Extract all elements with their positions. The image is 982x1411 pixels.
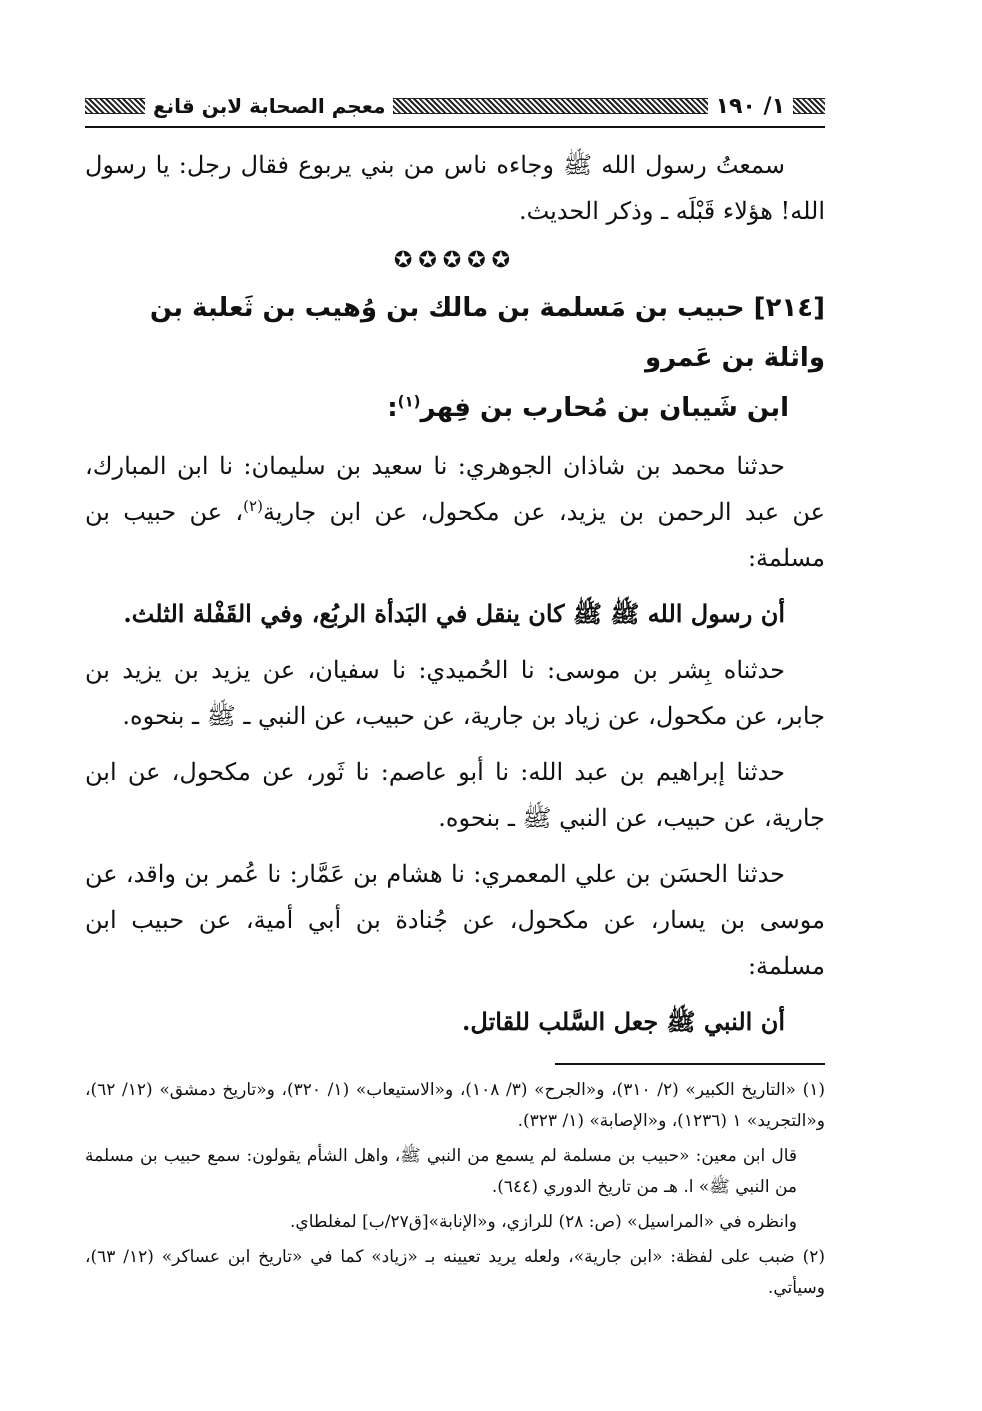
entry-heading-line2-wrap	[85, 383, 825, 433]
entry-heading	[85, 283, 825, 433]
book-page	[85, 90, 825, 1304]
footnote-separator	[555, 1063, 825, 1065]
entry-heading-line1: [٢١٤] حبيب بن مَسلمة بن مالك بن وُهيب بن ثَعلبة بن واثلة بن عَمرو	[149, 293, 825, 373]
header-ornament-middle	[393, 98, 707, 114]
footnote-ref-2: (٢)	[243, 497, 263, 515]
footnote-1-see-also: وانظره في «المراسيل» (ص: ٢٨) للرازي، و«الإنابة»[ق٢٧/ب] لمغلطاي.	[290, 1212, 797, 1232]
footnote-2: (٢) ضبب على لفظة: «ابن جارية»، ولعله يريد تعيينه بـ «زياد» كما في «تاريخ ابن عساكر» (١٢/ ٦٣)، وسيأتي.	[85, 1247, 825, 1298]
isnad-paragraph-3: حدثنا إبراهيم بن عبد الله: نا أبو عاصم: نا ثَور، عن مكحول، عن ابن جارية، عن حبيب، عن النبي ﷺ ـ بنحوه.	[85, 758, 825, 832]
main-text	[85, 142, 825, 1045]
isnad-1-part1: حدثنا محمد بن شاذان الجوهري: نا سعيد بن سليمان: نا ابن المبارك، عن عبد الرحمن بن يزيد، عن مكحول، عن ابن جارية	[85, 452, 825, 526]
running-header	[85, 90, 825, 122]
header-rule	[85, 126, 825, 128]
footnote-ref-1: (١)	[397, 392, 421, 411]
section-divider-ornaments: ✪✪✪✪✪	[393, 248, 517, 273]
footnote-1-quote: قال ابن معين: «حبيب بن مسلمة لم يسمع من النبي ﷺ، واهل الشأم يقولون: سمع حبيب بن مسلمة من النبي ﷺ» ا. هـ من تاريخ الدوري (٦٤٤).	[85, 1146, 797, 1197]
header-ornament-right	[793, 98, 825, 114]
entry-heading-line2: ابن شَيبان بن مُحارب بن فِهر	[420, 393, 789, 423]
hadith-text-2: أن النبي ﷺ جعل السَّلب للقاتل.	[462, 1007, 785, 1036]
isnad-paragraph-2: حدثناه بِشر بن موسى: نا الحُميدي: نا سفيان، عن يزيد بن يزيد بن جابر، عن مكحول، عن زياد بن جارية، عن حبيب، عن النبي ـ ﷺ ـ بنحوه.	[85, 656, 825, 730]
entry-heading-colon: :	[387, 393, 398, 423]
header-ornament-left	[85, 98, 145, 114]
footnotes	[85, 1075, 825, 1304]
page-number: ١/ ١٩٠	[715, 93, 785, 119]
isnad-1-part2: ، عن حبيب بن مسلمة:	[85, 498, 825, 572]
isnad-paragraph-1	[85, 443, 825, 581]
footnote-1: (١) «التاريخ الكبير» (٢/ ٣١٠)، و«الجرح» (٣/ ١٠٨)، و«الاستيعاب» (١/ ٣٢٠)، و«تاريخ دمشق» (١٢/ ٦٢)، و«التجريد» ١ (١٢٣٦)، و«الإصابة» (١/ ٣٢٣).	[85, 1080, 826, 1131]
hadith-text-1: أن رسول الله ﷺ ﷺ كان ينقل في البَدأة الربُع، وفي القَفْلة الثلث.	[123, 599, 785, 628]
book-title: معجم الصحابة لابن قانع	[153, 94, 386, 118]
continuation-paragraph: سمعتُ رسول الله ﷺ وجاءه ناس من بني يربوع فقال رجل: يا رسول الله! هؤلاء قَبْلَه ـ وذكر الحديث.	[85, 151, 825, 225]
isnad-paragraph-4: حدثنا الحسَن بن علي المعمري: نا هشام بن عَمَّار: نا عُمر بن واقد، عن موسى بن يسار، عن مكحول، عن جُنادة بن أبي أمية، عن حبيب ابن مسلمة:	[85, 860, 825, 980]
